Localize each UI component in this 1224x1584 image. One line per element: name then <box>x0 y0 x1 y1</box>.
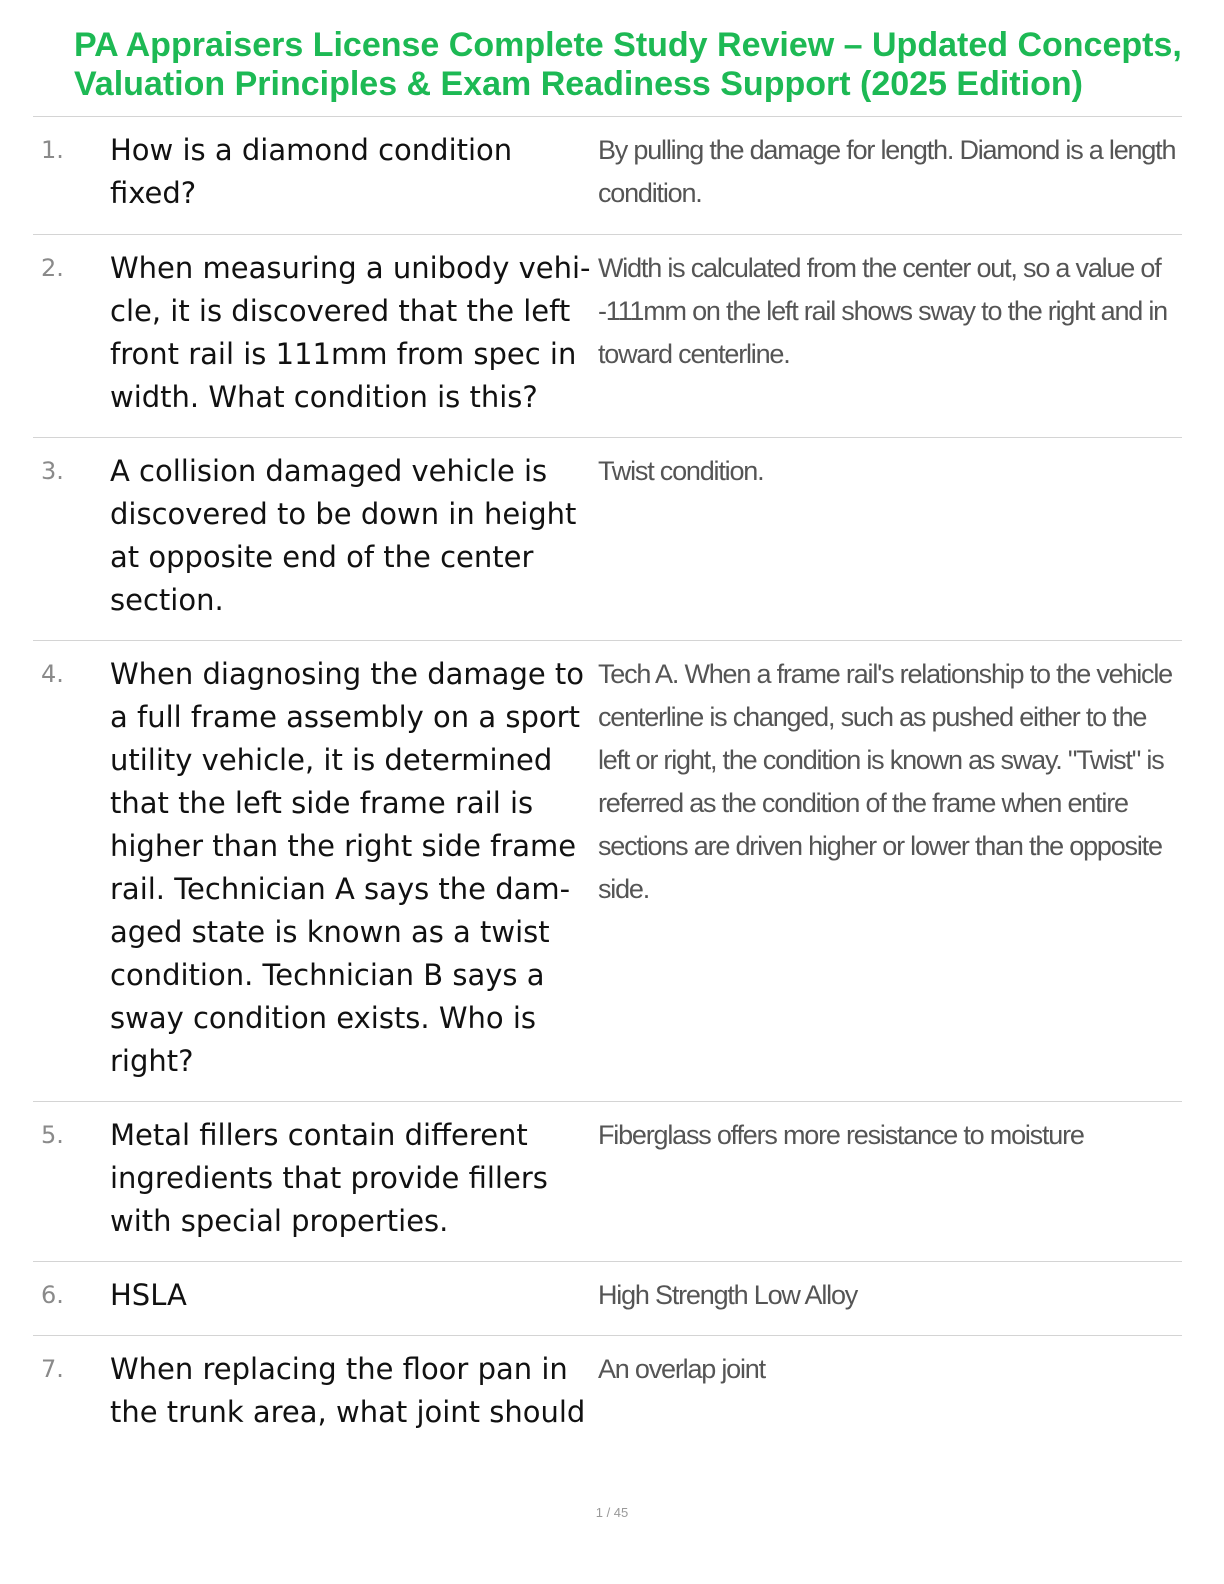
answer-text: By pulling the damage for length. Diamond is a length condition. <box>598 135 1176 208</box>
qa-list <box>33 116 1182 1445</box>
question-text: How is a diamond condition fixed? <box>110 133 513 210</box>
answer-text: Tech A. When a frame rail's relationship to the vehicle centerline is changed, such as pushed either to the left or right, the condition is known as sway. "Twist" is referred as the condition of the frame when entire sections are driven higher or lower than the opposite side. <box>598 659 1172 904</box>
qa-item <box>33 1101 1182 1261</box>
qa-item <box>33 234 1182 437</box>
qa-item <box>33 640 1182 1101</box>
item-number: 1. <box>41 136 64 164</box>
qa-item <box>33 437 1182 640</box>
question-text: HSLA <box>110 1278 187 1312</box>
item-number: 4. <box>41 660 64 688</box>
answer-text: Width is calculated from the center out, so a value of -111mm on the left rail shows sway to the right and in toward centerline. <box>598 253 1168 369</box>
item-number: 6. <box>41 1281 64 1309</box>
question-text: When measuring a unibody vehi- cle, it is discovered that the left front rail is 111mm from spec in width. What condition is this? <box>110 251 591 414</box>
answer-text: An overlap joint <box>598 1354 765 1384</box>
item-number: 7. <box>41 1355 64 1383</box>
qa-item <box>33 1335 1182 1445</box>
question-text: When replacing the floor pan in the trunk area, what joint should <box>110 1352 586 1429</box>
question-text: A collision damaged vehicle is discovered to be down in height at opposite end of the center section. <box>110 454 577 617</box>
qa-item <box>33 116 1182 234</box>
item-number: 3. <box>41 457 64 485</box>
qa-item <box>33 1261 1182 1335</box>
page-title: PA Appraisers License Complete Study Review – Updated Concepts, Valuation Principles & Exam Readiness Support (2025 Edition) <box>74 26 1182 103</box>
question-text: When diagnosing the damage to a full frame assembly on a sport utility vehicle, it is determined that the left side frame rail is higher than the right side frame rail. Technician A says the dam- aged state is known as a twist condition. Technician B says a sway condition exists. Who is right? <box>110 657 585 1078</box>
page-number: 1 / 45 <box>595 1505 629 1520</box>
question-text: Metal fillers contain different ingredients that provide fillers with special properties. <box>110 1118 548 1238</box>
item-number: 2. <box>41 254 64 282</box>
answer-text: Twist condition. <box>598 456 764 486</box>
item-number: 5. <box>41 1121 64 1149</box>
answer-text: Fiberglass offers more resistance to moisture <box>598 1120 1084 1150</box>
answer-text: High Strength Low Alloy <box>598 1280 858 1310</box>
